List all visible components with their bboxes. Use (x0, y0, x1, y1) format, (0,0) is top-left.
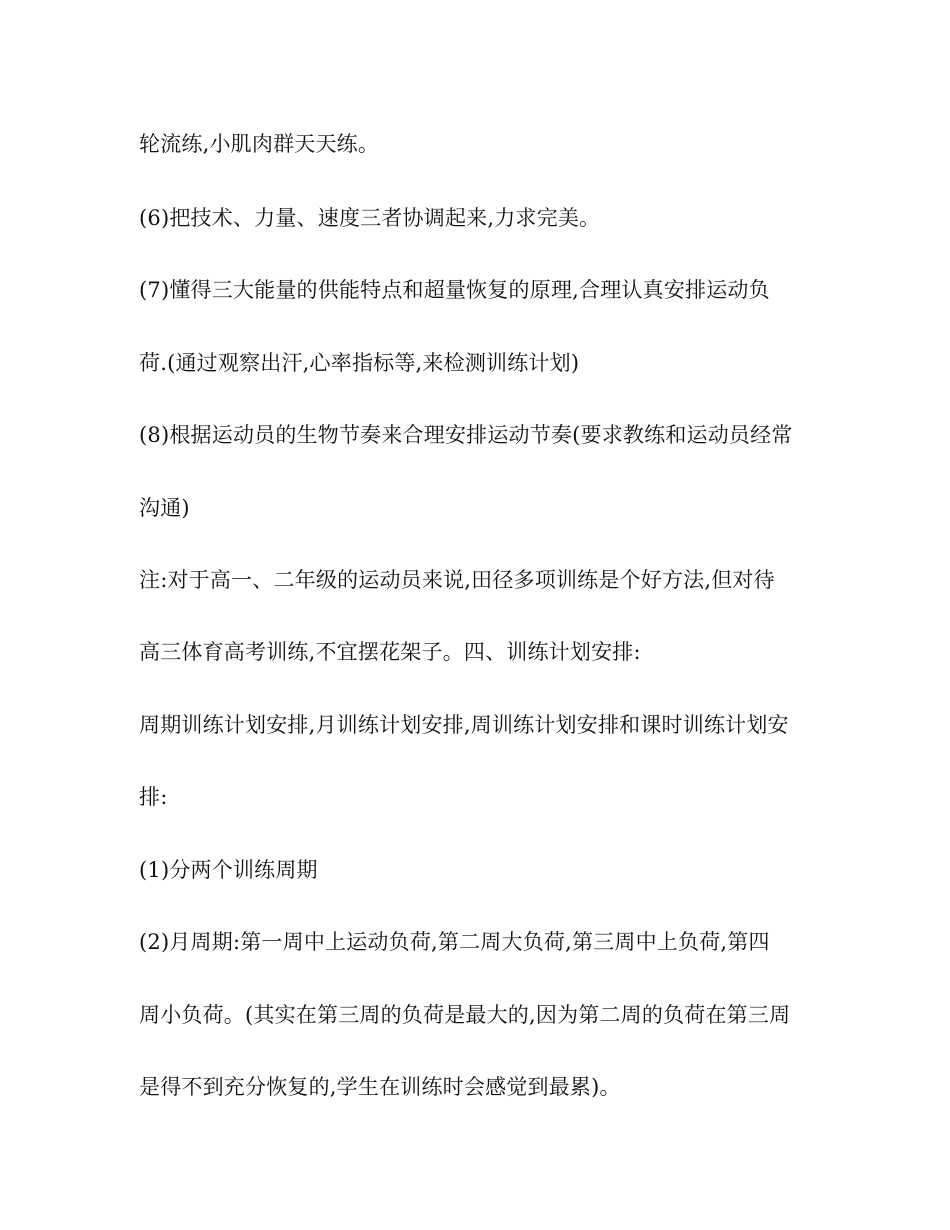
text-line: (7)懂得三大能量的供能特点和超量恢复的原理,合理认真安排运动负 (139, 278, 770, 302)
text-line: (6)把技术、力量、速度三者协调起来,力求完美。 (139, 206, 601, 230)
text-line: 高三体育高考训练,不宜摆花架子。四、训练计划安排: (139, 640, 641, 664)
text-line: 周小负荷。(其实在第三周的负荷是最大的,因为第二周的负荷在第三周 (139, 1003, 791, 1027)
text-line: 周期训练计划安排,月训练计划安排,周训练计划安排和课时训练计划安 (139, 713, 789, 737)
text-line: (2)月周期:第一周中上运动负荷,第二周大负荷,第三周中上负荷,第四 (139, 930, 770, 954)
text-line: (1)分两个训练周期 (139, 858, 318, 882)
text-line: 注:对于高一、二年级的运动员来说,田径多项训练是个好方法,但对待 (139, 568, 775, 592)
text-line: 荷.(通过观察出汗,心率指标等,来检测训练计划) (139, 351, 580, 375)
text-line: 轮流练,小肌肉群天天练。 (139, 132, 380, 156)
text-line: (8)根据运动员的生物节奏来合理安排运动节奏(要求教练和运动员经常 (139, 423, 793, 447)
text-line: 是得不到充分恢复的,学生在训练时会感觉到最累)。 (139, 1075, 621, 1099)
text-line: 沟通) (139, 496, 190, 520)
text-line: 排: (139, 785, 168, 809)
